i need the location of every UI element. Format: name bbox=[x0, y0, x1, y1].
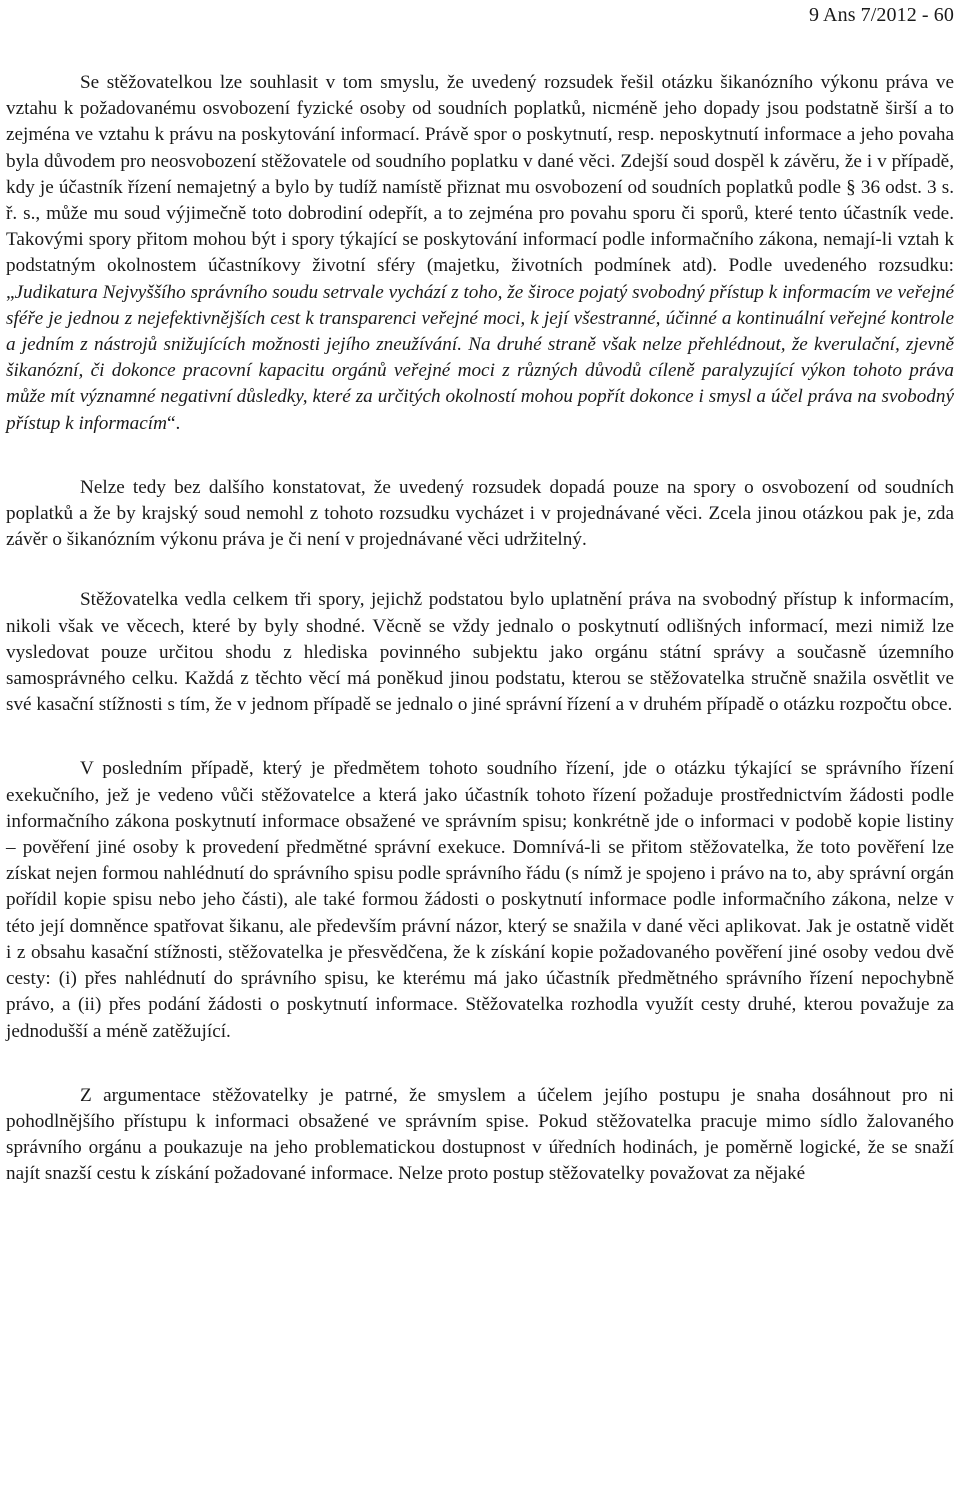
quoted-judgment: Judikatura Nejvyššího správního soudu setrvale vychází z toho, že široce pojatý svobodný přístup k informacím ve veřejné sféře je jednou z nejefektivnějších cest k transparenci veřejné moci, k její všestranné, účinné a kontinuální veřejné kontrole a jedním z nástrojů snižujících možnosti jejího zneužívání. Na druhé straně však nelze přehlédnout, že kverulační, zjevně šikanózní, či dokonce pracovní kapacitu orgánů veřejné moci z různých důvodů cíleně paralyzující výkon tohoto práva může mít významné negativní důsledky, které za určitých okolností mohou popřít dokonce i smysl a účel práva na svobodný přístup k informacím bbox=[6, 281, 954, 434]
page-reference: 9 Ans 7/2012 - 60 bbox=[808, 4, 954, 26]
paragraph-1 bbox=[6, 70, 954, 437]
paragraph-1-text: Se stěžovatelkou lze souhlasit v tom smyslu, že uvedený rozsudek řešil otázku šikanózního výkonu práva ve vztahu k požadovanému osvobození fyzické osoby od soudních poplatků, nicméně jeho dopady jsou podstatně širší a to zejména ve vztahu k právu na poskytování informací. Právě spor o poskytnutí, resp. neposkytnutí informace a jeho povaha byla důvodem pro neosvobození stěžovatele od soudního poplatku v dané věci. Zdejší soud dospěl k závěru, že i v případě, kdy je účastník řízení nemajetný a bylo by tudíž namístě přiznat mu osvobození od soudních poplatků podle § 36 odst. 3 s. ř. s., může mu soud výjimečně toto dobrodiní odepřít, a to zejména pro povahu sporu či sporů, které tento účastník vede. Takovými spory přitom mohou být i spory týkající se poskytování informací podle informačního zákona, nemají-li vztah k podstatným okolnostem účastníkovy životní sféry (majetku, životních podmínek atd). Podle uvedeného rozsudku: „ bbox=[6, 72, 954, 303]
paragraph-3: Stěžovatelka vedla celkem tři spory, jejichž podstatou bylo uplatnění práva na svobodný přístup k informacím, nikoli však ve věcech, které by byly shodné. Věcně se vždy jednalo o poskytnutí odlišných informací, mezi nimiž lze vysledovat pouze určitou shodu z hlediska povinného subjektu jako orgánu státní správy a současně územního samosprávného celku. Každá z těchto věcí má poněkud jinou podstatu, kterou se stěžovatelka stručně snažila osvětlit ve své kasační stížnosti s tím, že v jednom případě se jednalo o jiné správní řízení a v druhém případě o otázku rozpočtu obce. bbox=[6, 589, 954, 716]
quote-close: “. bbox=[166, 412, 181, 434]
paragraph-2: Nelze tedy bez dalšího konstatovat, že uvedený rozsudek dopadá pouze na spory o osvobození od soudních poplatků a že by krajský soud nemohl z tohoto rozsudku vycházet i v projednávané věci. Zcela jinou otázkou pak je, zda závěr o šikanózním výkonu práva je či není v projednávané věci udržitelný. bbox=[6, 476, 954, 551]
paragraph-5: Z argumentace stěžovatelky je patrné, že smyslem a účelem jejího postupu je snaha dosáhnout pro ni pohodlnějšího přístupu k informaci obsažené ve správním spise. Pokud stěžovatelka pracuje mimo sídlo žalovaného správního orgánu a poukazuje na jeho problematickou dostupnost v úředních hodinách, je poměrně logické, že se snaží najít snazší cestu k získání požadované informace. Nelze proto postup stěžovatelky považovat za nějaké bbox=[6, 1084, 954, 1185]
document-body bbox=[6, 70, 954, 1188]
paragraph-4: V posledním případě, který je předmětem tohoto soudního řízení, jde o otázku týkající se správního řízení exekučního, jež je vedeno vůči stěžovatelce a která jako účastník tohoto řízení požaduje prostřednictvím žádosti podle informačního zákona poskytnutí informace obsažené ve správním spisu; konkrétně jde o informaci v podobě kopie listiny – pověření jiné osoby k provedení předmětné správní exekuce. Domnívá-li se přitom stěžovatelka, že toto pověření lze získat nejen formou nahlédnutí do správního spisu podle správního řádu (s nímž je spojeno i právo na to, aby správní orgán pořídil kopie spisu nebo jeho části), ale také formou žádosti o poskytnutí informace podle informačního zákona, nelze v této její domněnce spatřovat šikanu, ale především právní názor, který se snažila v dané věci aplikovat. Jak je ostatně vidět i z obsahu kasační stížnosti, stěžovatelka je přesvědčena, že k získání kopie požadovaného pověření jiné osoby vedou dvě cesty: (i) přes nahlédnutí do správního spisu, ke kterému má jako účastník předmětného správního řízení nepochybně právo, a (ii) přes podání žádosti o poskytnutí informace. Stěžovatelka rozhodla využít cesty druhé, kterou považuje za jednodušší a méně zatěžující. bbox=[6, 758, 954, 1042]
